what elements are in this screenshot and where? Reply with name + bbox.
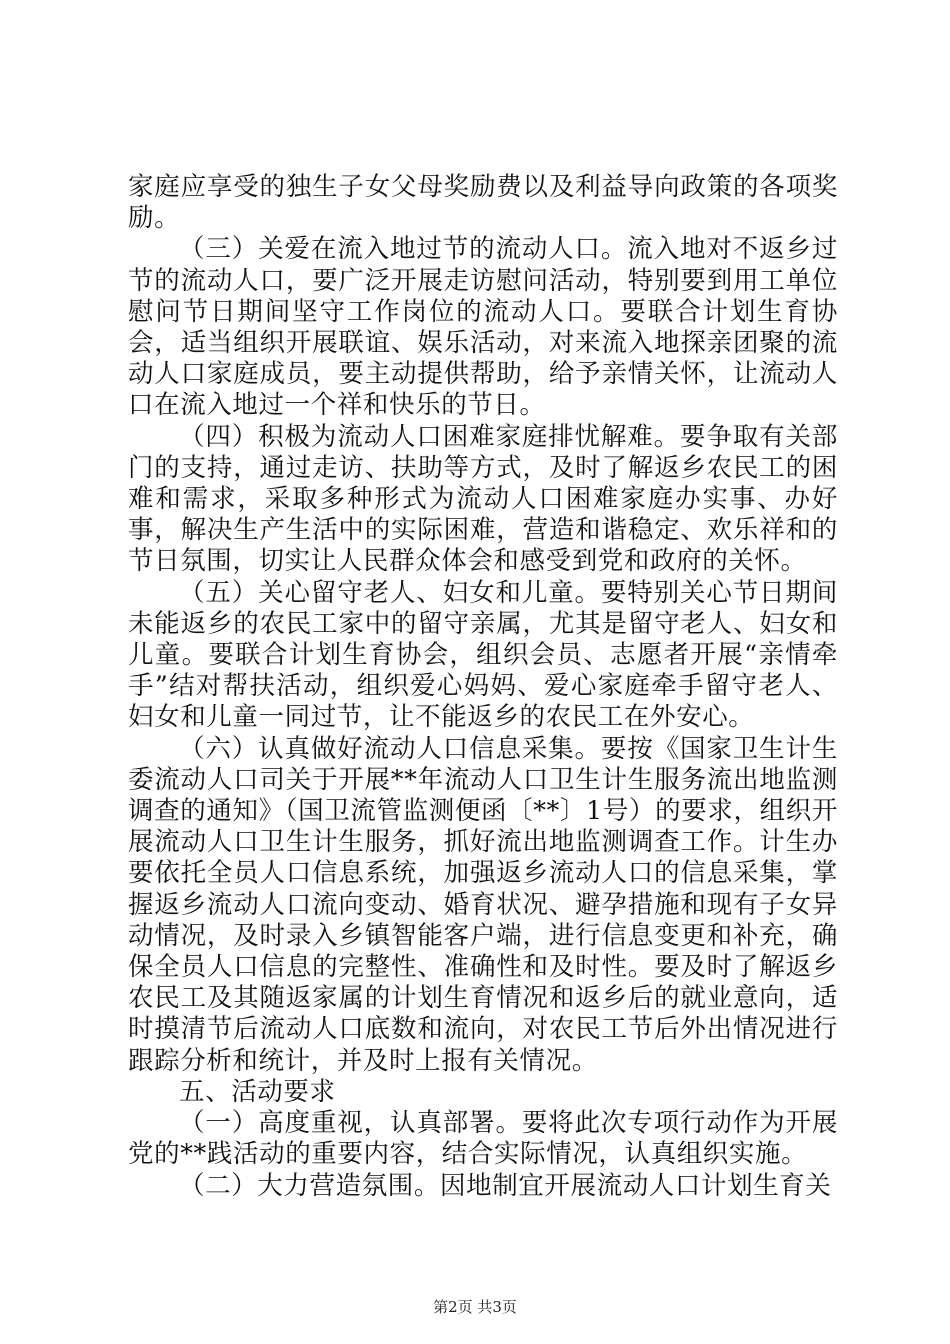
paragraph-care-migrants-holiday: （三）关爱在流入地过节的流动人口。流入地对不返乡过节的流动人口，要广泛开展走访慰问活动，特别要到用工单位慰问节日期间坚守工作岗位的流动人口。要联合计划生育协会，适当组织开展联谊、娱乐活动，对来流入地探亲团聚的流动人口家庭成员，要主动提供帮助，给予亲情关怀，让流动人口在流入地过一个祥和快乐的节日。 bbox=[128, 234, 838, 421]
paragraph-information-collection: （六）认真做好流动人口信息采集。要按《国家卫生计生委流动人口司关于开展**年流动人口卫生计生服务流出地监测调查的通知》（国卫流管监测便函〔**〕1号）的要求，组织开展流动人口卫生计生服务，抓好流出地监测调查工作。计生办要依托全员人口信息系统，加强返乡流动人口的信息采集，掌握返乡流动人口流向变动、婚育状况、避孕措施和现有子女异动情况，及时录入乡镇智能客户端，进行信息变更和补充，确保全员人口信息的完整性、准确性和及时性。要及时了解返乡农民工及其随返家属的计划生育情况和返乡后的就业意向，适时摸清节后流动人口底数和流向，对农民工节后外出情况进行跟踪分析和统计，并及时上报有关情况。 bbox=[128, 733, 838, 1076]
document-body bbox=[128, 172, 838, 1202]
paragraph-requirement-1: （一）高度重视，认真部署。要将此次专项行动作为开展党的**践活动的重要内容，结合实际情况，认真组织实施。 bbox=[128, 1108, 838, 1170]
page-footer bbox=[0, 1298, 950, 1316]
page-number: 第2页 共3页 bbox=[433, 1298, 517, 1316]
paragraph-continued: 家庭应享受的独生子女父母奖励费以及利益导向政策的各项奖励。 bbox=[128, 172, 838, 234]
paragraph-left-behind: （五）关心留守老人、妇女和儿童。要特别关心节日期间未能返乡的农民工家中的留守亲属，尤其是留守老人、妇女和儿童。要联合计划生育协会，组织会员、志愿者开展“亲情牵手”结对帮扶活动，组织爱心妈妈、爱心家庭牵手留守老人、妇女和儿童一同过节，让不能返乡的农民工在外安心。 bbox=[128, 577, 838, 733]
section-heading-requirements: 五、活动要求 bbox=[179, 1076, 336, 1107]
paragraph-help-families: （四）积极为流动人口困难家庭排忧解难。要争取有关部门的支持，通过走访、扶助等方式，及时了解返乡农民工的困难和需求，采取多种形式为流动人口困难家庭办实事、办好事，解决生产生活中的实际困难，营造和谐稳定、欢乐祥和的节日氛围，切实让人民群众体会和感受到党和政府的关怀。 bbox=[128, 421, 838, 577]
paragraph-requirement-2: （二）大力营造氛围。因地制宜开展流动人口计划生育关 bbox=[179, 1170, 832, 1201]
